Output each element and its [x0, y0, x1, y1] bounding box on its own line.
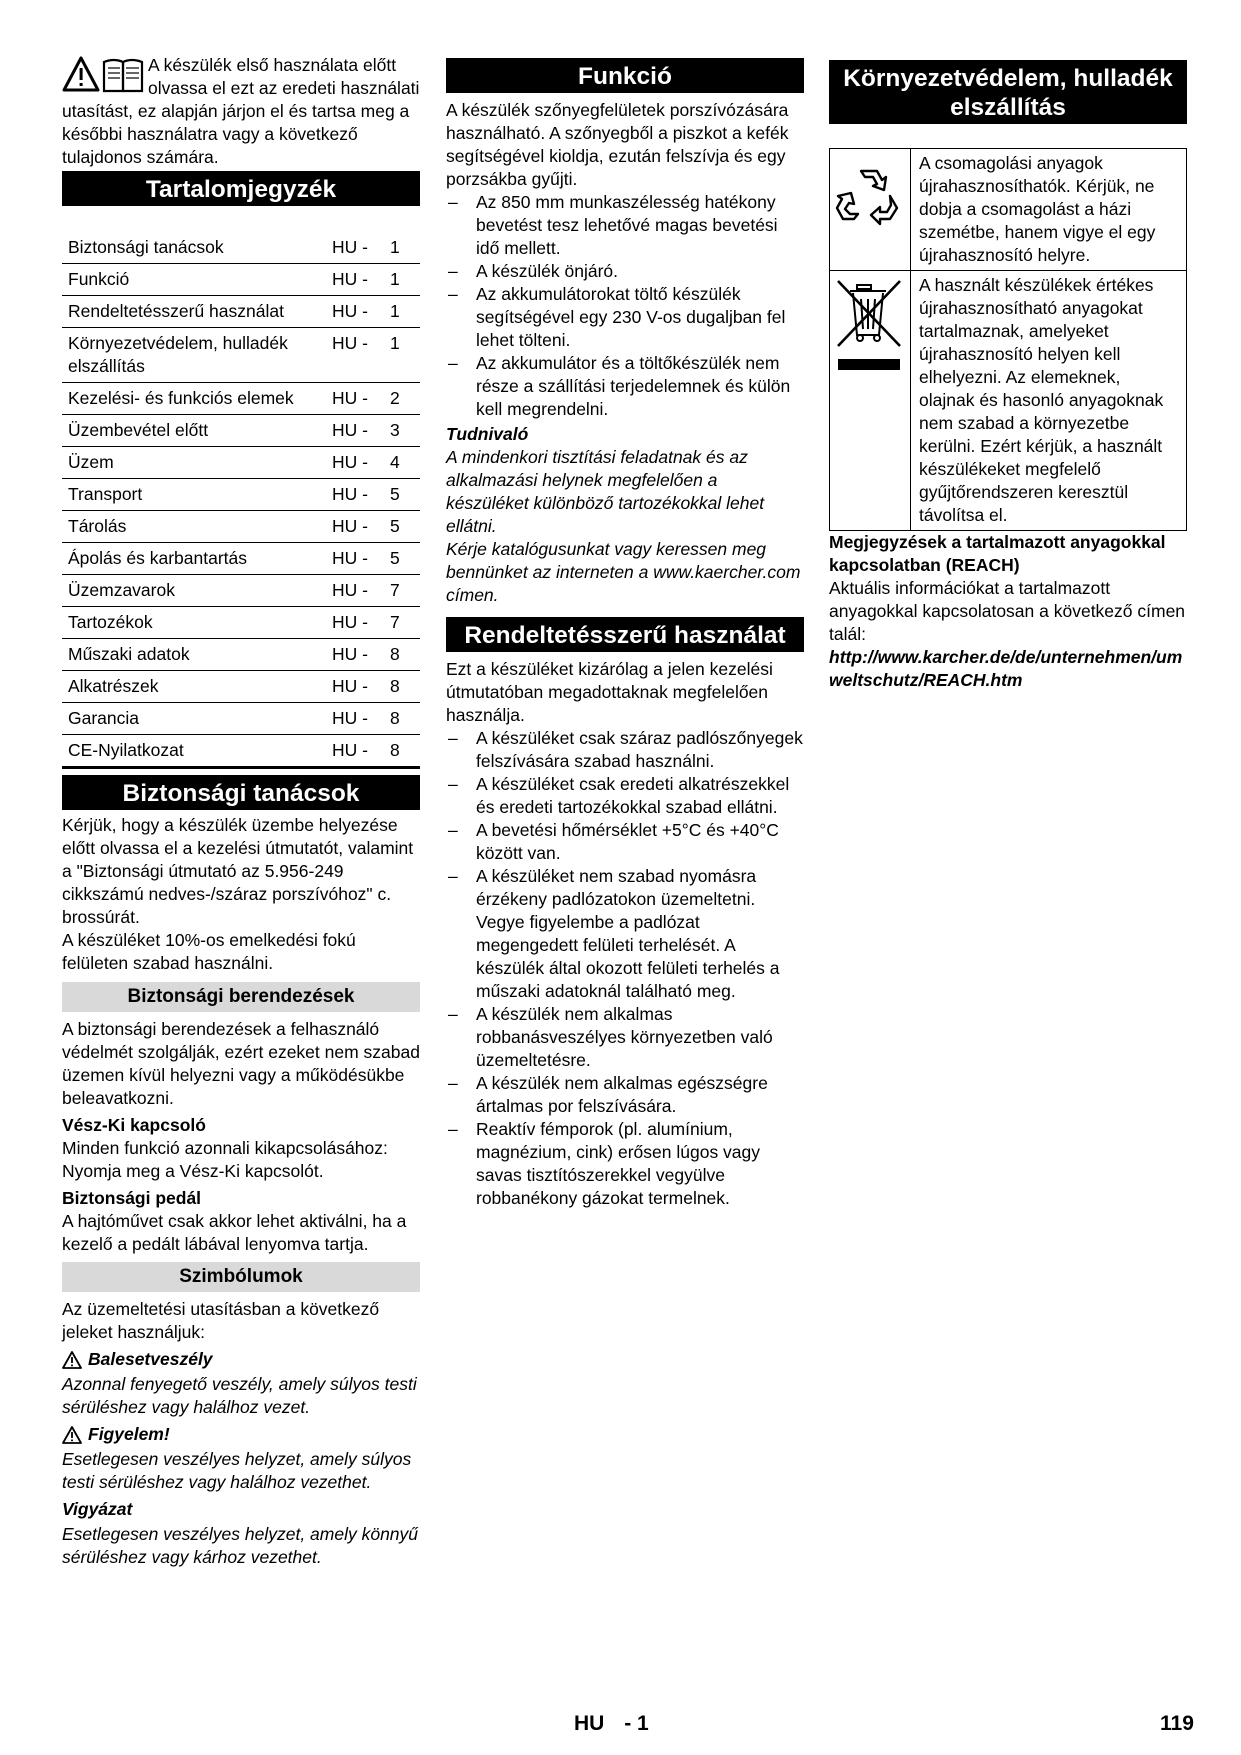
recycle-icon: [830, 149, 910, 261]
toc-row[interactable]: [62, 607, 420, 639]
warning-title: Figyelem!: [88, 1424, 170, 1444]
weee-row: [830, 270, 1186, 530]
toc-row-code: HU -: [332, 516, 368, 536]
safety-devices-text: A biztonsági berendezések a felhasználó védelmét szolgálják, ezért ezeket nem szabad üzemen kívül helyezni vagy a működésükbe beleavatkozni.: [62, 1019, 420, 1108]
list-item: – Az akkumulátorokat töltő készülék segítségével egy 230 V-os dugaljban fel lehet tölteni.: [446, 283, 804, 352]
toc-row[interactable]: [62, 479, 420, 511]
toc-row-code: HU -: [332, 708, 368, 728]
toc-row-page: 5: [390, 548, 400, 568]
toc-row[interactable]: [62, 639, 420, 671]
toc-row[interactable]: [62, 703, 420, 735]
danger-line: [62, 1348, 420, 1371]
toc-row-title: Üzemzavarok: [68, 580, 175, 600]
safety-devices-heading: Biztonsági berendezések: [62, 982, 420, 1012]
intended-use-heading: Rendeltetésszerű használat: [446, 617, 804, 652]
recycle-icon-cell: [830, 149, 911, 270]
toc-row-code: HU -: [332, 580, 368, 600]
intro-notice: [62, 54, 420, 169]
caution-title: Vigyázat: [62, 1499, 133, 1519]
toc-row-code: HU -: [332, 420, 368, 440]
footer-page-number: 119: [1160, 1712, 1194, 1735]
toc-row[interactable]: [62, 232, 420, 264]
toc-row[interactable]: [62, 415, 420, 447]
toc-row-title: Biztonsági tanácsok: [68, 237, 224, 257]
footer-page-code: [574, 1712, 649, 1735]
toc-row-page: 5: [390, 516, 400, 536]
toc-row[interactable]: [62, 511, 420, 543]
footer-language: HU: [574, 1712, 605, 1735]
toc-row-code: HU -: [332, 388, 368, 408]
list-item: – A készüléket csak száraz padlószőnyegek felszívására szabad használni.: [446, 727, 804, 773]
list-item: – Reaktív fémporok (pl. alumínium, magnézium, cink) erősen lúgos vagy savas tisztítószerekkel vegyülve robbanékony gázokat termelnek.: [446, 1118, 804, 1210]
caution-warning-icon: [62, 1426, 82, 1444]
safety-pedal-title: Biztonsági pedál: [62, 1188, 202, 1208]
caution-text: Esetlegesen veszélyes helyzet, amely könnyű sérüléshez vagy kárhoz vezethet.: [62, 1524, 419, 1567]
toc-row-title: Üzem: [68, 452, 114, 472]
toc-row-code: HU -: [332, 301, 368, 321]
toc-row-title: Transport: [68, 484, 143, 504]
emergency-stop-text: Minden funkció azonnali kikapcsolásához: Nyomja meg a Vész-Ki kapcsolót.: [62, 1138, 388, 1181]
intro-icons: [62, 54, 148, 98]
list-item: – Az akkumulátor és a töltőkészülék nem része a szállítási terjedelemnek és külön kell megrendelni.: [446, 352, 804, 421]
toc-row-page: 1: [390, 237, 400, 257]
environment-table: [829, 148, 1187, 531]
list-item: – Az 850 mm munkaszélesség hatékony bevetést tesz lehetővé magas bevetési idő mellett.: [446, 191, 804, 260]
symbols-intro: Az üzemeltetési utasításban a következő jeleket használjuk:: [62, 1299, 380, 1342]
weee-text: A használt készülékek értékes újrahasznosítható anyagokat tartalmaznak, amelyeket újrahasznosító helyen kell elhelyezni. Az elemeknek, olajnak és hasonló anyagoknak nem szabad a környezetbe kerülni. Ezért kérjük, a használt készülékeket megfelelő gyűjtőrendszeren keresztül távolítsa el.: [919, 275, 1164, 525]
toc-row-title: Rendeltetésszerű használat: [68, 301, 284, 321]
toc-row-page: 7: [390, 580, 400, 600]
toc-row-page: 5: [390, 484, 400, 504]
function-note-title: Tudnivaló: [446, 424, 529, 444]
symbols-heading: Szimbólumok: [62, 1262, 420, 1292]
toc-row-page: 4: [390, 452, 400, 472]
toc-row[interactable]: [62, 328, 420, 383]
environment-heading: Környezetvédelem, hulladék elszállítás: [829, 60, 1187, 124]
safety-paragraph-1: Kérjük, hogy a készülék üzembe helyezése előtt olvassa el a kezelési útmutatót, valamint a "Biztonsági útmutató az 5.956-249 cikkszámú nedves-/száraz porszívóhoz" c. brossúrát.: [62, 815, 414, 927]
toc-row-title: Kezelési- és funkciós elemek: [68, 388, 294, 408]
toc-row-code: HU -: [332, 333, 368, 353]
toc-row-page: 8: [390, 740, 400, 760]
toc-row-code: HU -: [332, 484, 368, 504]
toc-row-page: 1: [390, 269, 400, 289]
toc-row-page: 1: [390, 333, 400, 353]
toc-row[interactable]: [62, 447, 420, 479]
toc-row-code: HU -: [332, 644, 368, 664]
function-list: [446, 191, 804, 421]
toc-row-title: CE-Nyilatkozat: [68, 740, 184, 760]
toc-table: [62, 232, 420, 769]
toc-row-page: 2: [390, 388, 400, 408]
toc-row-title: Ápolás és karbantartás: [68, 548, 247, 568]
toc-row[interactable]: [62, 575, 420, 607]
intro-text-a: A készülék első használata előtt olvassa el ezt az eredeti: [148, 55, 397, 98]
function-heading: Funkció: [446, 58, 804, 93]
toc-row[interactable]: [62, 735, 420, 769]
manual-book-icon: [104, 60, 142, 91]
emergency-stop-title: Vész-Ki kapcsoló: [62, 1115, 206, 1135]
footer-page-suffix: - 1: [624, 1712, 649, 1735]
column-right: [829, 60, 1187, 692]
weee-icon-cell: [830, 271, 911, 530]
toc-row-page: 1: [390, 301, 400, 321]
toc-row[interactable]: [62, 543, 420, 575]
toc-row-page: 3: [390, 420, 400, 440]
toc-row-code: HU -: [332, 452, 368, 472]
toc-row-code: HU -: [332, 676, 368, 696]
toc-row-title: Üzembevétel előtt: [68, 420, 209, 440]
toc-row-title: Környezetvédelem, hulladék elszállítás: [68, 333, 288, 376]
function-note-text-1: A mindenkori tisztítási feladatnak és az alkalmazási helynek megfelelően a készüléket különböző tartozékokkal lehet ellátni.: [446, 447, 765, 536]
warning-text: Esetlegesen veszélyes helyzet, amely súlyos testi sérüléshez vagy halálhoz vezethet.: [62, 1449, 412, 1492]
column-middle: [446, 58, 804, 1210]
list-item: – A készüléket nem szabad nyomásra érzékeny padlózatokon üzemeltetni. Vegye figyelembe a padlózat megengedett felületi terhelését. A készülék által okozott felületi terhelés a műszaki adatoknál található meg.: [446, 865, 804, 1003]
safety-pedal-text: A hajtóművet csak akkor lehet aktiválni, ha a kezelő a pedált lábával lenyomva tartja.: [62, 1211, 407, 1254]
column-left: [62, 54, 420, 1569]
toc-row[interactable]: [62, 671, 420, 703]
toc-row[interactable]: [62, 383, 420, 415]
list-item: – A készülék nem alkalmas robbanásveszélyes környezetben való üzemeltetésre.: [446, 1003, 804, 1072]
safety-heading: Biztonsági tanácsok: [62, 775, 420, 810]
safety-paragraph-2: A készüléket 10%-os emelkedési fokú felületen szabad használni.: [62, 930, 356, 973]
toc-row-page: 8: [390, 708, 400, 728]
intended-use-intro: Ezt a készüléket kizárólag a jelen kezelési útmutatóban megadottaknak megfelelően használja.: [446, 659, 773, 725]
warning-line: [62, 1423, 420, 1446]
warning-triangle-icon: [64, 58, 98, 90]
toc-row-code: HU -: [332, 612, 368, 632]
reach-title: Megjegyzések a tartalmazott anyagokkal kapcsolatban (REACH): [829, 532, 1166, 575]
toc-row-code: HU -: [332, 269, 368, 289]
toc-heading: Tartalomjegyzék: [62, 171, 420, 206]
list-item: – A készülék önjáró.: [446, 260, 804, 283]
danger-warning-icon: [62, 1351, 82, 1369]
function-intro: A készülék szőnyegfelületek porszívózására használható. A szőnyegből a piszkot a kefék segítségével kioldja, ezután felszívja és egy porzsákba gyűjti.: [446, 100, 789, 189]
toc-row-title: Tárolás: [68, 516, 127, 536]
toc-row[interactable]: [62, 296, 420, 328]
toc-row-code: HU -: [332, 740, 368, 760]
toc-row-title: Garancia: [68, 708, 140, 728]
toc-row-title: Tartozékok: [68, 612, 153, 632]
recycle-text: A csomagolási anyagok újrahasznosíthatók. Kérjük, ne dobja a csomagolást a házi szemétbe, hanem vigye el egy újrahasznosító helyre.: [919, 153, 1156, 265]
toc-row-title: Műszaki adatok: [68, 644, 190, 664]
toc-row-code: HU -: [332, 548, 368, 568]
intro-text-b: használati utasítást, ez alapján járjon el és tartsa meg a későbbi használatra vagy a következő tulajdonos számára.: [62, 78, 420, 167]
reach-url[interactable]: http://www.karcher.de/de/unternehmen/umweltschutz/REACH.htm: [829, 647, 1183, 690]
reach-text: Aktuális információkat a tartalmazott anyagokkal kapcsolatosan a következő címen talál:: [829, 578, 1186, 644]
toc-row-title: Funkció: [68, 269, 130, 289]
danger-text: Azonnal fenyegető veszély, amely súlyos testi sérüléshez vagy halálhoz vezet.: [62, 1374, 417, 1417]
function-note-text-2: Kérje katalógusunkat vagy keressen meg bennünket az interneten a www.kaercher.com címen.: [446, 539, 801, 605]
danger-title: Balesetveszély: [88, 1349, 213, 1369]
crossed-bin-icon: [830, 271, 910, 381]
toc-row-code: HU -: [332, 237, 368, 257]
toc-row-page: 8: [390, 676, 400, 696]
recycle-row: [830, 149, 1186, 270]
list-item: – A bevetési hőmérséklet +5°C és +40°C között van.: [446, 819, 804, 865]
intended-use-list: [446, 727, 804, 1210]
toc-row-page: 8: [390, 644, 400, 664]
toc-row-page: 7: [390, 612, 400, 632]
toc-row[interactable]: [62, 264, 420, 296]
toc-row-title: Alkatrészek: [68, 676, 159, 696]
list-item: – A készülék nem alkalmas egészségre ártalmas por felszívására.: [446, 1072, 804, 1118]
list-item: – A készüléket csak eredeti alkatrészekkel és eredeti tartozékokkal szabad ellátni.: [446, 773, 804, 819]
